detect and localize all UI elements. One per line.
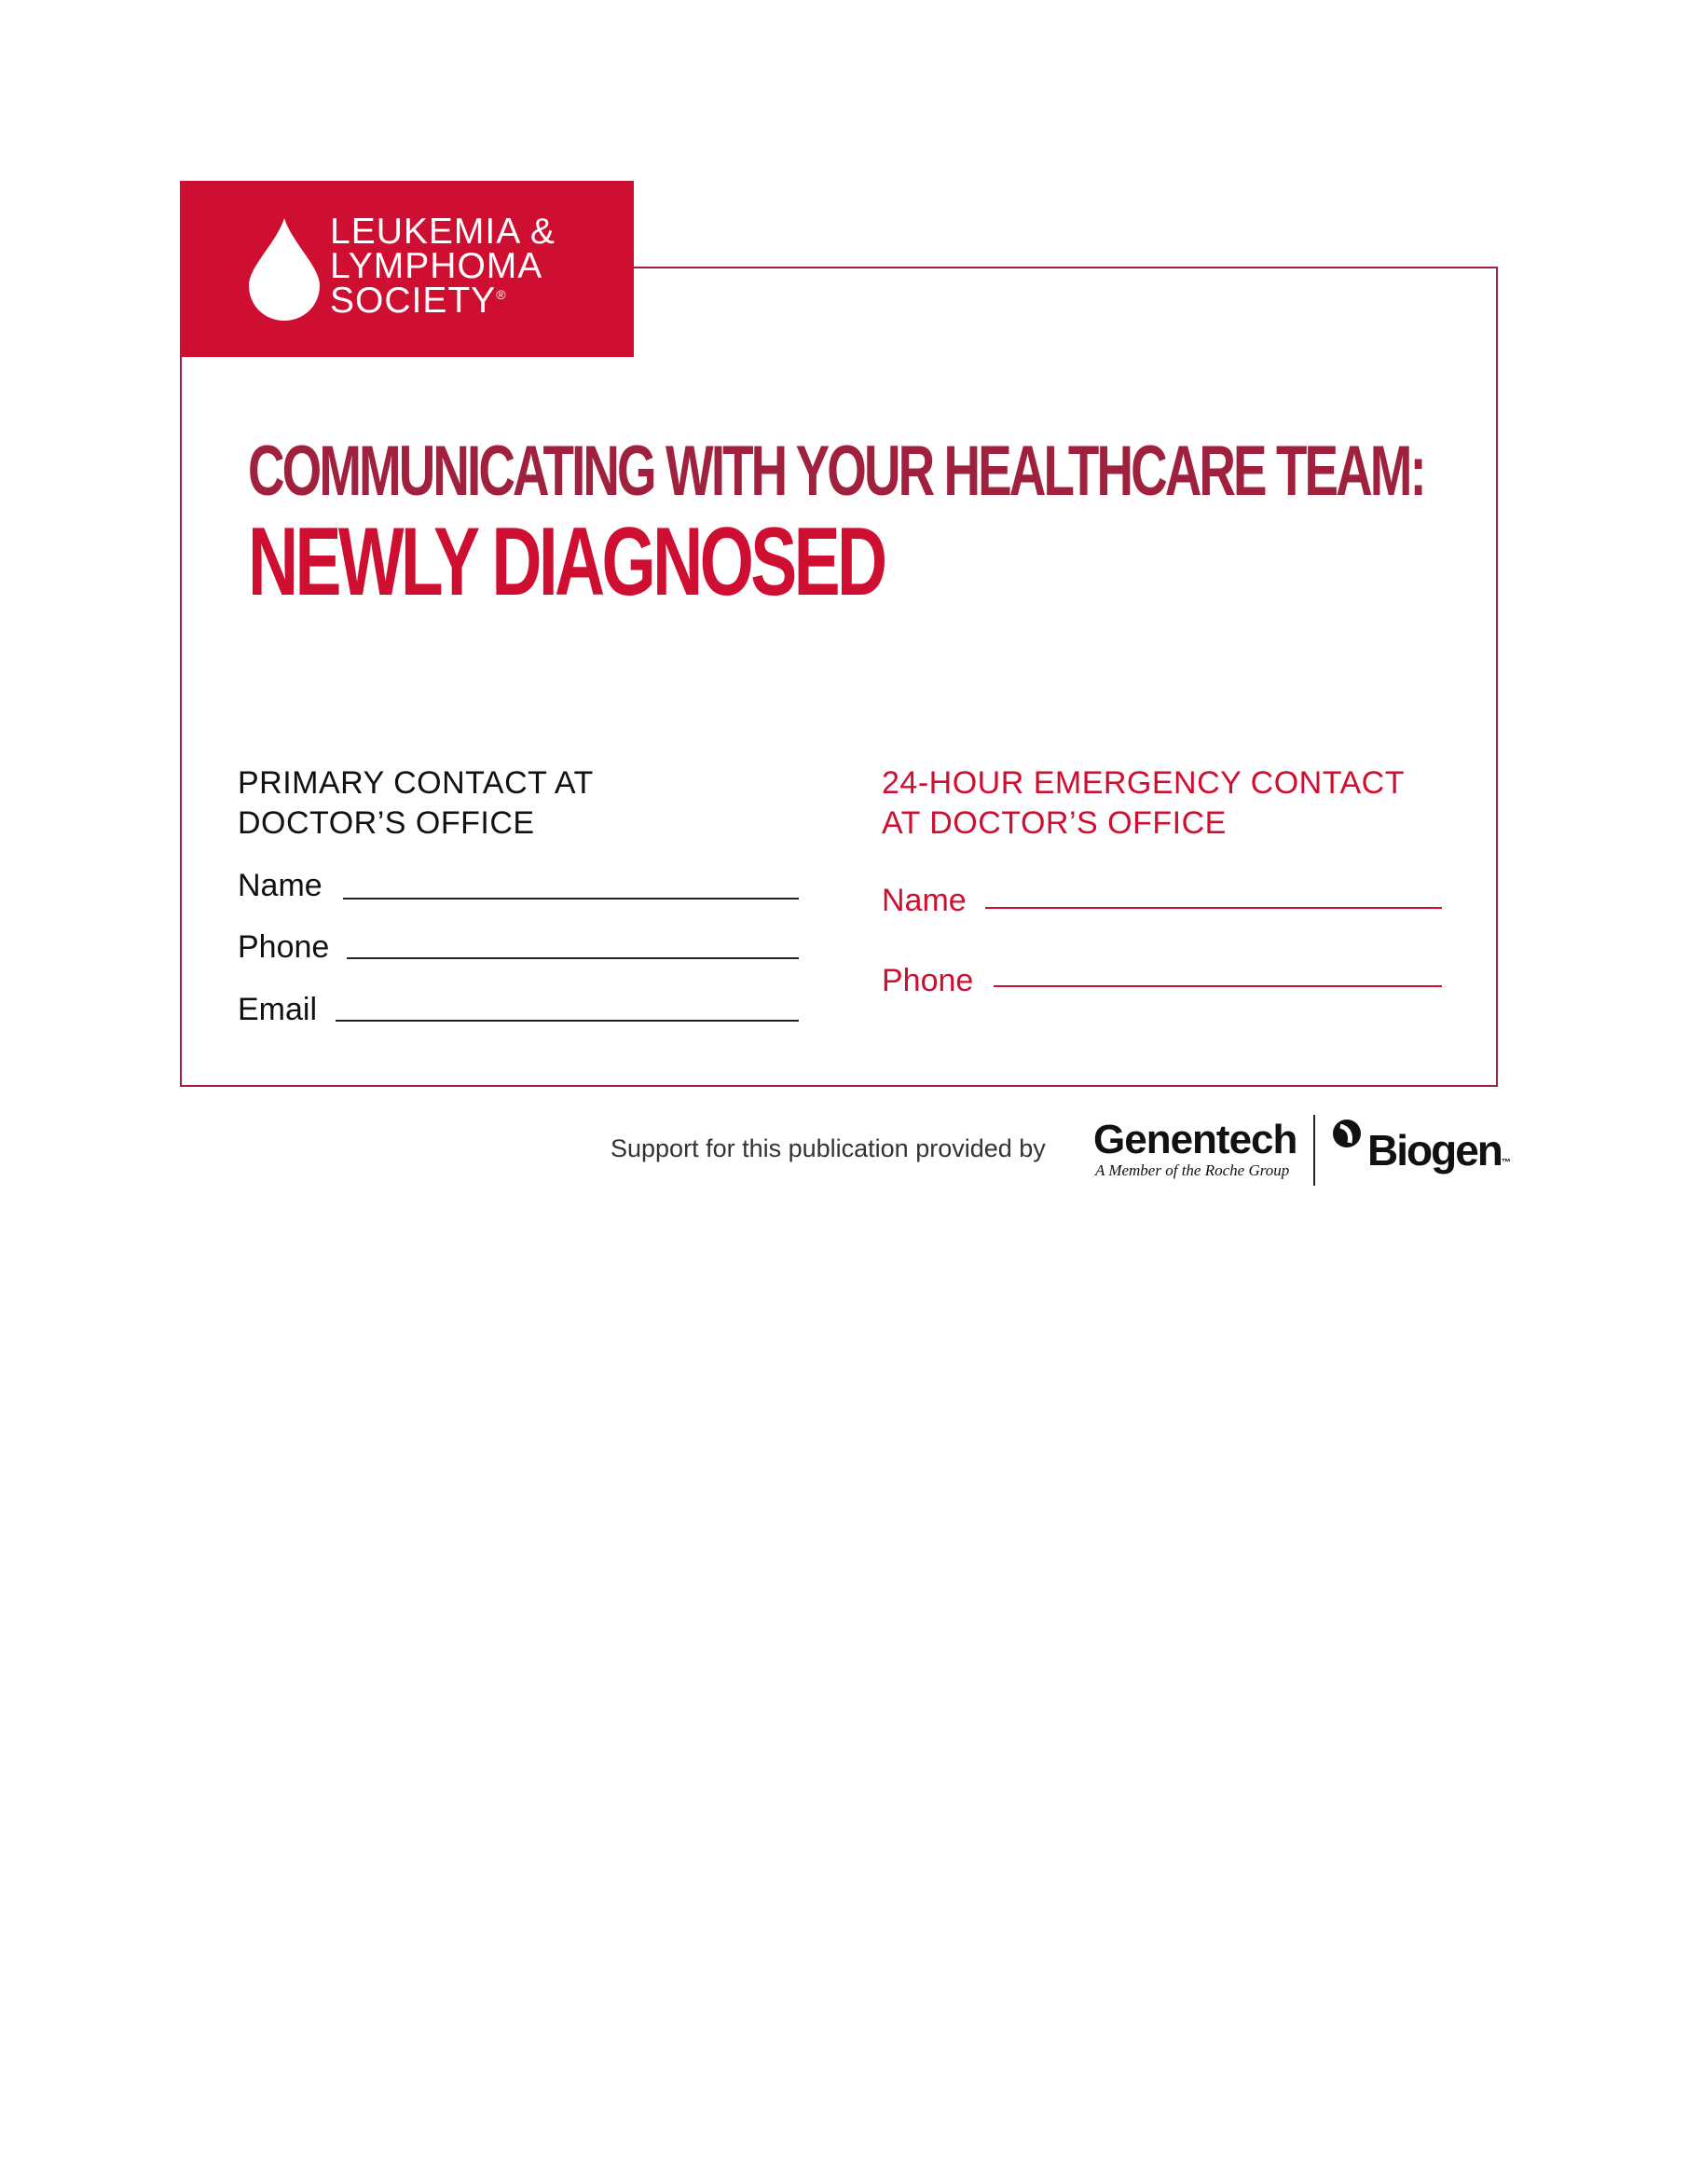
emergency-name-field[interactable] — [985, 907, 1442, 909]
primary-phone-label: Phone — [238, 929, 330, 965]
primary-name-label: Name — [238, 868, 323, 903]
primary-email-field[interactable] — [336, 1020, 799, 1022]
blood-drop-icon — [249, 218, 320, 321]
logo-wordmark — [330, 212, 556, 321]
primary-email-label: Email — [238, 992, 318, 1027]
logo-line-2: LYMPHOMA — [330, 246, 543, 286]
emergency-contact-heading — [882, 763, 1405, 844]
logo-line-3-text: SOCIETY — [330, 281, 497, 321]
emergency-heading-line-1: 24-HOUR EMERGENCY CONTACT — [882, 765, 1405, 801]
primary-phone-field[interactable] — [347, 957, 799, 959]
biogen-trademark: ™ — [1501, 1158, 1511, 1168]
contact-card — [180, 267, 1498, 1087]
biogen-mark-icon — [1331, 1117, 1368, 1154]
page-subtitle: NEWLY DIAGNOSED — [248, 508, 885, 616]
primary-name-field[interactable] — [343, 898, 799, 900]
genentech-tagline: A Member of the Roche Group — [1095, 1161, 1290, 1179]
logo-line-1: LEUKEMIA & — [330, 212, 556, 252]
page-title: COMMUNICATING WITH YOUR HEALTHCARE TEAM: — [248, 432, 1424, 511]
registered-mark: ® — [496, 287, 507, 302]
emergency-phone-field[interactable] — [994, 985, 1442, 987]
genentech-logo: Genentech — [1093, 1117, 1297, 1162]
lls-logo — [180, 181, 634, 357]
biogen-name: Biogen — [1367, 1126, 1502, 1174]
emergency-heading-line-2: AT DOCTOR’S OFFICE — [882, 805, 1227, 841]
support-text: Support for this publication provided by — [611, 1134, 1046, 1162]
primary-contact-heading — [238, 763, 594, 844]
logo-line-3 — [330, 281, 556, 321]
primary-heading-line-2: DOCTOR’S OFFICE — [238, 805, 535, 841]
emergency-name-label: Name — [882, 883, 967, 918]
primary-heading-line-1: PRIMARY CONTACT AT — [238, 765, 594, 801]
emergency-phone-label: Phone — [882, 963, 974, 998]
sponsor-divider — [1313, 1115, 1315, 1186]
biogen-logo — [1367, 1127, 1511, 1187]
